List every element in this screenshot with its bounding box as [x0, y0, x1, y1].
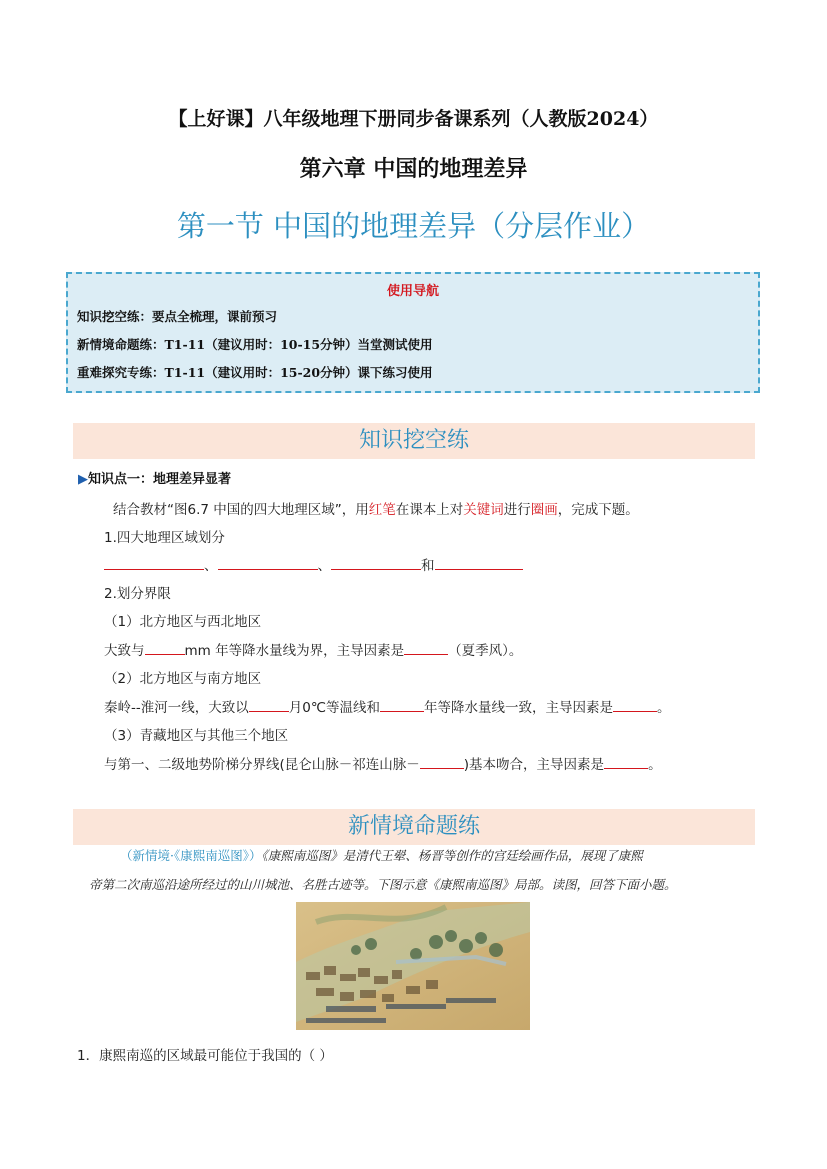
line-text: 与第一、二级地势阶梯分界线(昆仑山脉－祁连山脉－ [104, 757, 420, 773]
subquestion-1-line [104, 639, 522, 659]
section-title: 第一节 中国的地理差异（分层作业） [176, 209, 651, 243]
separator: 和 [421, 558, 435, 574]
knowledge-point-label: 知识点一：地理差异显著 [88, 472, 232, 487]
fill-blank[interactable] [331, 555, 421, 570]
context-text: 《康熙南巡图》是清代王翚、杨晋等创作的宫廷绘画作品，展现了康熙 [261, 848, 643, 863]
separator: 、 [204, 558, 218, 574]
nav-line: 重难探究专练：T1-11（建议用时：15-20分钟）课下练习使用 [77, 365, 433, 380]
line-text: 秦岭--淮河一线，大致以 [104, 700, 249, 716]
keyword-circle: 圈画 [530, 502, 558, 518]
question-2-label: 2.划分界限 [104, 586, 171, 602]
subquestion-3-title: （3）青藏地区与其他三个地区 [104, 728, 289, 744]
line-text: )基本吻合，主导因素是 [463, 757, 605, 773]
subquestion-2-title: （2）北方地区与南方地区 [104, 671, 262, 687]
section-heading-new-context: 新情境命题练 [73, 809, 755, 845]
keyword-keywords: 关键词 [463, 502, 504, 518]
fill-blank[interactable] [420, 754, 464, 769]
fill-blank[interactable] [613, 697, 657, 712]
fill-blank[interactable] [404, 640, 448, 655]
nav-line: 新情境命题练：T1-11（建议用时：10-15分钟）当堂测试使用 [77, 337, 433, 352]
nav-line: 知识挖空练：要点全梳理，课前预习 [77, 309, 278, 324]
instruction-text: ，完成下题。 [557, 502, 639, 518]
triangle-bullet-icon: ▶ [78, 472, 88, 487]
usage-navigation-box [66, 272, 760, 393]
instruction-line [113, 498, 639, 518]
instruction-text: 进行 [503, 502, 531, 518]
keyword-red-pen: 红笔 [368, 502, 396, 518]
fill-blank[interactable] [604, 754, 648, 769]
line-text: 大致与 [104, 643, 145, 659]
subquestion-3-line [104, 753, 662, 773]
section-heading-knowledge: 知识挖空练 [73, 423, 755, 459]
instruction-text: 结合教材“图6.7 中国的四大地理区域”，用 [113, 502, 369, 518]
separator: 、 [317, 558, 331, 574]
subquestion-1-title: （1）北方地区与西北地区 [104, 614, 262, 630]
kangxi-southern-tour-painting [296, 902, 530, 1030]
line-text: 。 [657, 700, 671, 716]
fill-blank[interactable] [249, 697, 289, 712]
context-paragraph-line-2: 帝第二次南巡沿途所经过的山川城池、名胜古迹等。下图示意《康熙南巡图》局部。读图，回答下面小题。 [89, 877, 677, 892]
fill-blank[interactable] [218, 555, 318, 570]
instruction-text: 在课本上对 [395, 502, 464, 518]
fill-blank[interactable] [435, 555, 523, 570]
line-text: 年等降水量线一致，主导因素是 [424, 700, 614, 716]
question-1-blanks [104, 554, 523, 574]
fill-blank[interactable] [104, 555, 204, 570]
knowledge-point-heading [78, 468, 231, 487]
question-1-stem: 1．康熙南巡的区域最可能位于我国的（ ） [77, 1048, 333, 1064]
fill-blank[interactable] [145, 640, 185, 655]
line-text: mm 年等降水量线为界，主导因素是 [184, 643, 405, 659]
fill-blank[interactable] [380, 697, 424, 712]
line-text: 。 [648, 757, 662, 773]
line-text: （夏季风）。 [448, 643, 523, 659]
usage-navigation-title: 使用导航 [386, 284, 439, 299]
question-1-label: 1.四大地理区域划分 [104, 530, 225, 546]
context-tag: （新情境·《康熙南巡图》） [120, 848, 262, 863]
chapter-title: 第六章 中国的地理差异 [299, 157, 528, 182]
line-text: 月0℃等温线和 [288, 700, 381, 716]
series-title: 【上好课】八年级地理下册同步备课系列（人教版2024） [168, 108, 659, 130]
context-paragraph-line-1 [120, 846, 643, 864]
subquestion-2-line [104, 696, 671, 716]
